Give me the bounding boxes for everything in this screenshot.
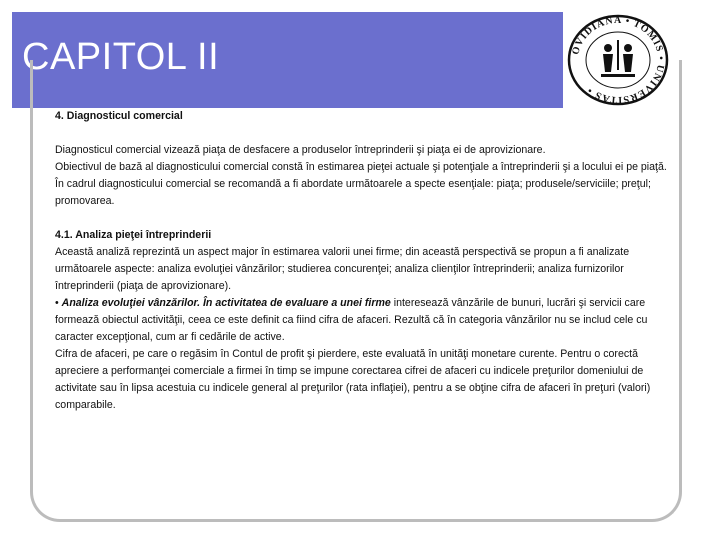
paragraph-5: Cifra de afaceri, pe care o regăsim în Contul de profit şi pierdere, este evaluată în unităţi monetare curente. Pentru o corectă apreciere a performanţei comerciale a firmei în timp se impune corectarea cifrei de afaceri cu indicele preţurilor domeniului de activitate sau în lipsa acestuia cu indicele general al preţurilor (rata inflaţiei), pentru a se obţine cifra de afaceri în preţuri (valori) comparabile. [55,348,651,411]
bullet-paragraph [55,295,667,346]
university-seal-logo [563,10,673,110]
bullet-bold-text: Analiza evoluţiei vânzărilor. În activitatea de evaluare a unei firme [61,297,391,309]
bullet-rest-text: interesează vânzările de bunuri, lucrări şi servicii care formează obiectul activităţii, ceea ce este definit ca fiind cifra de afaceri. Rezultă că în categoria vânzărilor nu se includ cele cu caracter excepţional, cum ar fi cedările de active. [55,297,648,343]
paragraph-4: Această analiză reprezintă un aspect major în estimarea valorii unei firme; din această perspectivă se propun a fi analizate următoarele aspecte: analiza evoluţiei vânzărilor; studierea concurenţei; analiza clienţilor întreprinderii; analiza furnizorilor întreprinderii (piaţa de aprovizionare). [55,246,630,292]
paragraph-3: În cadrul diagnosticului comercial se recomandă a fi abordate următoarele a specte esenţiale: piaţa; produsele/serviciile; preţul; promovarea. [55,178,651,207]
slide-content [55,108,667,414]
paragraph-1: Diagnosticul comercial vizează piaţa de desfacere a produselor întreprinderii şi piaţa ei de aprovizionare. [55,144,546,156]
section-heading: 4. Diagnosticul comercial [55,110,183,122]
sub-heading: 4.1. Analiza pieţei întreprinderii [55,229,212,241]
bullet-mark: • [55,297,59,309]
paragraph-2: Obiectivul de bază al diagnosticului comercial constă în estimarea pieţei actuale şi potenţiale a întreprinderii şi a locului ei pe piaţă. [55,161,667,173]
slide-title: CAPITOL II [22,36,220,78]
svg-text:OVIDIANA • TOMIS • UNIVERSITAS: OVIDIANA • TOMIS • UNIVERSITAS • [570,14,667,106]
